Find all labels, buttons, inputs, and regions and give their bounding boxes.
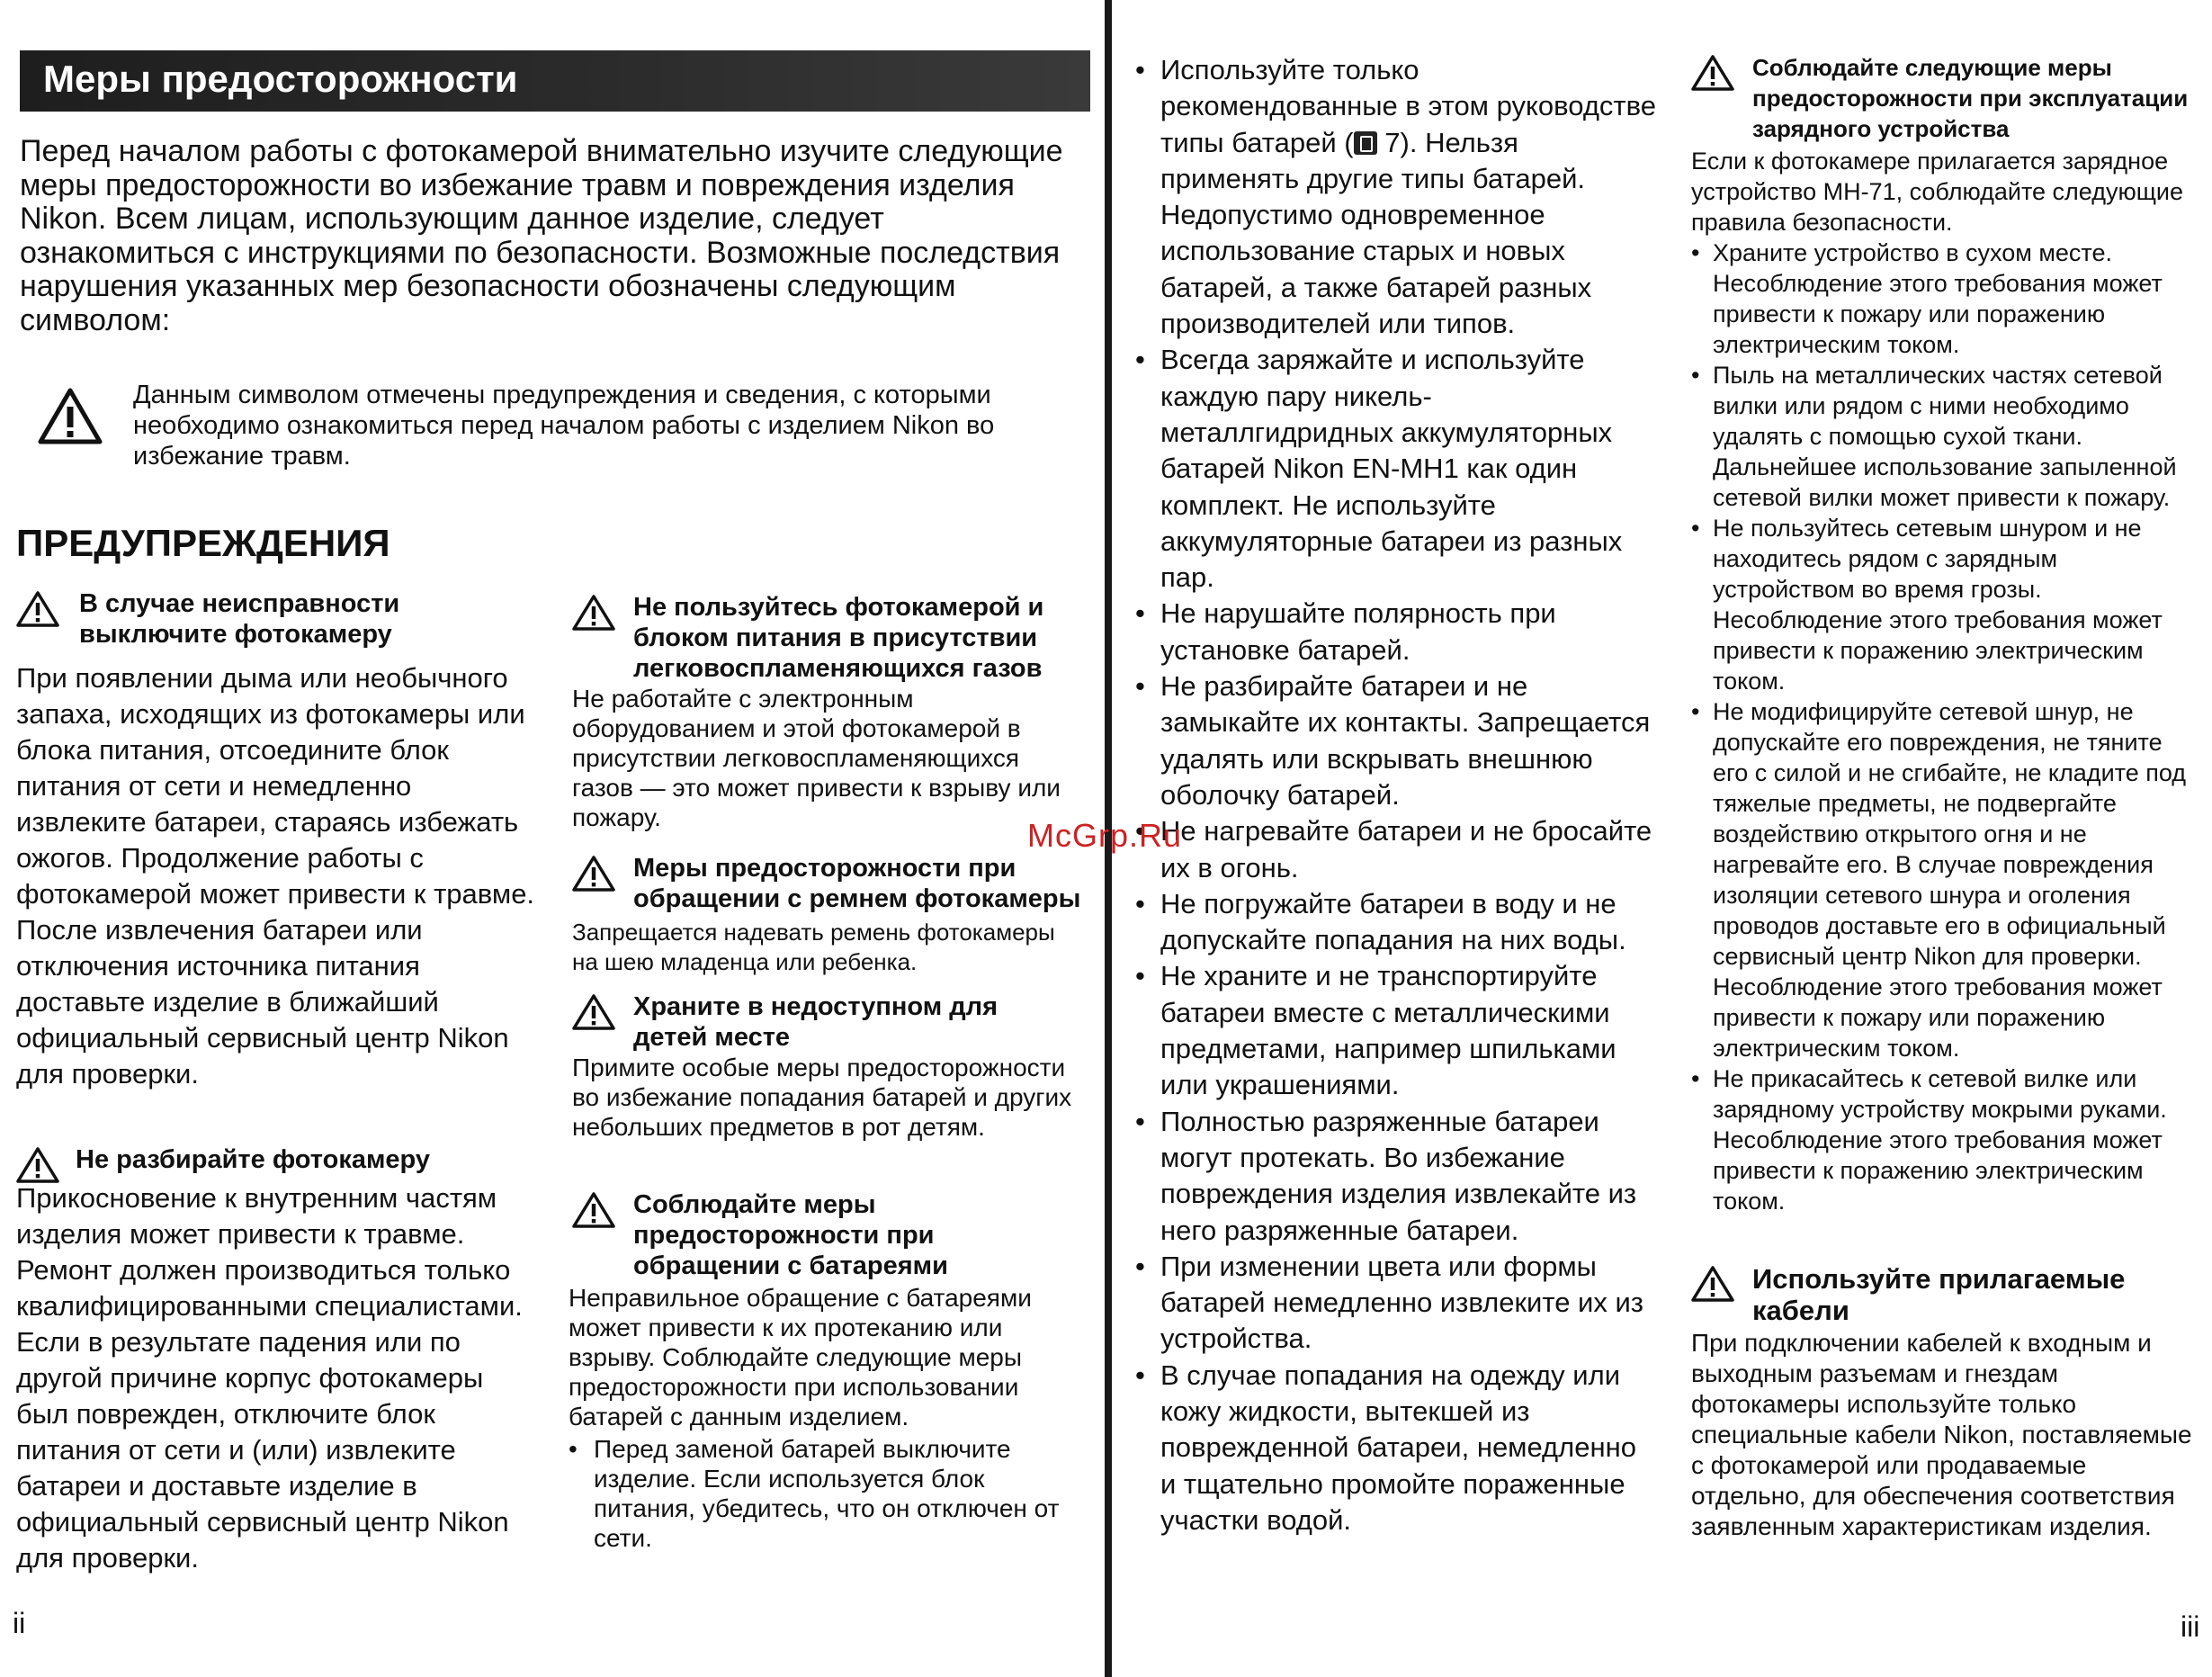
notice-text: Данным символом отмечены предупреждения и сведения, с которыми необходимо ознакомиться перед началом работы с изделием Nikon во избежание травм. [133,381,995,471]
section-text-strap: Запрещается надевать ремень фотокамеры на шею младенца или ребенка. [572,919,1055,975]
list-item: • Перед заменой батарей выключите изделие. Если используется блок питания, убедитесь, что он отключен от сети. [569,1434,1083,1553]
warning-triangle-icon [572,855,615,892]
warning-triangle-icon [38,387,103,444]
warning-triangle-icon [16,1146,59,1184]
intro-paragraph: Перед началом работы с фотокамерой внимательно изучите следующие меры предосторожности во избежание травм и повреждения изделия Nikon. Всем лицам, использующим данное изделие, следует ознакомиться с инструкциями по безопасности. Возможные последствия нарушения указанных мер безопасности обозначены следующим символом: [20,134,1063,337]
list-item: • В случае попадания на одежду или кожу жидкости, вытекшей из поврежденной батареи, немедленно и тщательно промойте пораженные участки водой. [1135,1358,1657,1538]
section-text-gas: Не работайте с электронным оборудованием и этой фотокамерой в присутствии легковоспламеняющихся газов — это может привести к взрыву или пожару. [572,685,1061,831]
warning-triangle-icon [1691,54,1734,92]
list-item: • Пыль на металлических частях сетевой вилки или рядом с ними необходимо удалять с помощью сухой ткани. Дальнейшее использование запыленной сетевой вилки может привести к пожару. [1691,360,2204,513]
section-title-batteries: Соблюдайте меры предосторожности при обращении с батареями [572,1189,1076,1281]
list-item: • Используйте только рекомендованные в этом руководстве типы батарей ( 7). Нельзя применять другие типы батарей. Недопустимо одновременное использование старых и новых батарей, а также батарей разных производителей или типов. [1135,52,1657,342]
warning-triangle-icon [1691,1265,1734,1303]
charger-block [1691,146,2204,1216]
section-text-cables: При подключении кабелей к входным и выходным разъемам и гнездам фотокамеры используйте только специальные кабели Nikon, поставляемые с фотокамерой или продаваемые отдельно, для обеспечения соответствия заявленным характеристикам изделия. [1691,1329,2192,1540]
list-item: • Не нарушайте полярность при установке батарей. [1135,596,1657,668]
list-item: • Полностью разряженные батареи могут протекать. Во избежание повреждения изделия извлекайте из него разряженные батареи. [1135,1104,1657,1249]
section-text-disassemble: Прикосновение к внутренним частям изделия может привести к травме. Ремонт должен производиться только квалифицированными специалистами. Если в результате падения или по другой причине корпус фотокамеры был поврежден, отключите блок питания от сети и (или) извлеките батареи и доставьте изделие в официальный сервисный центр Nikon для проверки. [16,1182,523,1574]
section-title-strap: Меры предосторожности при обращении с ремнем фотокамеры [572,853,1087,914]
list-item: • Не храните и не транспортируйте батареи вместе с металлическими предметами, например шпильками или украшениями. [1135,958,1657,1103]
watermark: McGrp.Ru [1027,817,1183,854]
page-title: Меры предосторожности [43,58,518,100]
list-item: • Не пользуйтесь сетевым шнуром и не находитесь рядом с зарядным устройством во время грозы. Несоблюдение этого требования может привести к поражению электрическим током. [1691,513,2204,696]
list-item: • Не разбирайте батареи и не замыкайте их контакты. Запрещается удалять или вскрывать внешнюю оболочку батарей. [1135,668,1657,813]
list-item: • Не прикасайтесь к сетевой вилке или зарядному устройству мокрыми руками. Несоблюдение этого требования может привести к поражению электрическим током. [1691,1063,2204,1216]
section-text-malfunction: При появлении дыма или необычного запаха, исходящих из фотокамеры или блока питания, отсоедините блок питания от сети и немедленно извлеките батареи, стараясь избежать ожогов. Продолжение работы с фотокамерой может привести к травме. После извлечения батареи или отключения источника питания доставьте изделие в ближайший официальный сервисный центр Nikon для проверки. [16,662,535,1090]
page-reference-icon [1354,131,1377,155]
section-title-charger: Соблюдайте следующие меры предосторожности при эксплуатации зарядного устройства [1691,52,2199,144]
list-item: • Не погружайте батареи в воду и не допускайте попадания на них воды. [1135,886,1657,959]
warnings-heading: ПРЕДУПРЕЖДЕНИЯ [16,522,390,564]
warning-triangle-icon [572,993,615,1031]
section-title-children: Храните в недоступном для детей месте [572,991,1076,1053]
section-text-batteries: Неправильное обращение с батареями может привести к их протеканию или взрыву. Соблюдайте следующие меры предосторожности при использовании батарей с данным изделием. [569,1284,1032,1430]
list-item: • Всегда заряжайте и используйте каждую пару никель-металлгидридных аккумуляторных батарей Nikon EN-MH1 как один комплект. Не используйте аккумуляторные батареи из разных пар. [1135,342,1657,596]
title-banner [20,50,1090,112]
section-title-cables: Используйте прилагаемые кабели [1691,1263,2199,1326]
warning-triangle-icon [572,594,615,632]
list-item: • Не нагревайте батареи и не бросайте их в огонь. [1135,813,1657,886]
battery-bullet-list-left [569,1434,1083,1553]
section-text-charger: Если к фотокамере прилагается зарядное устройство MH-71, соблюдайте следующие правила безопасности. [1691,148,2184,236]
list-item: • Храните устройство в сухом месте. Несоблюдение этого требования может привести к пожару или поражению электрическим током. [1691,238,2204,360]
section-title-disassemble: Не разбирайте фотокамеру [16,1144,520,1175]
page-number-right: iii [2181,1610,2200,1643]
charger-bullet-list [1691,238,2204,1216]
list-item: • При изменении цвета или формы батарей немедленно извлеките их из устройства. [1135,1249,1657,1358]
page-number-left: ii [13,1607,26,1639]
section-title-gas: Не пользуйтесь фотокамерой и блоком питания в присутствии легковоспламеняющихся газов [572,592,1085,684]
list-item: • Не модифицируйте сетевой шнур, не допускайте его повреждения, не тяните его с силой и не сгибайте, не кладите под тяжелые предметы, не подвергайте воздействию открытого огня и не нагревайте его. В случае повреждения изоляции сетевого шнура и оголения проводов доставьте его в официальный сервисный центр Nikon для проверки. Несоблюдение этого требования может привести к пожару или поражению электрическим током. [1691,696,2204,1063]
warning-triangle-icon [16,590,59,628]
section-text-children: Примите особые меры предосторожности во избежание попадания батарей и других небольших предметов в рот детям. [572,1054,1072,1141]
warning-triangle-icon [572,1191,615,1229]
battery-bullet-list [1135,52,1657,1538]
section-title-malfunction: В случае неисправности выключите фотокамеру [16,588,520,650]
